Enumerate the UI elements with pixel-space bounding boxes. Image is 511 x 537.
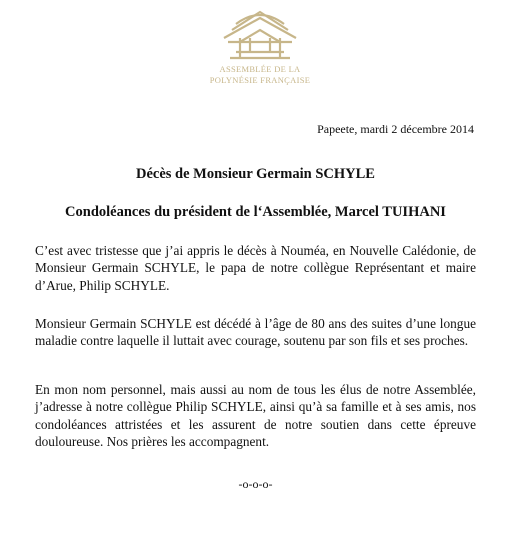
document-date: Papeete, mardi 2 décembre 2014 [317, 122, 474, 136]
document-subtitle: Condoléances du président de l‘Assemblée, Marcel TUIHANI [65, 204, 446, 220]
assembly-roof-icon [210, 8, 310, 64]
paragraph-1: C’est avec tristesse que j’ai appris le décès à Nouméa, en Nouvelle Calédonie, de Monsieur Germain SCHYLE, le papa de notre collègue Représentant et maire d’Arue, Philip SCHYLE. [35, 243, 476, 293]
assembly-logo [205, 8, 315, 88]
logo-line-1: ASSEMBLÉE DE LA [219, 64, 301, 74]
paragraph-2: Monsieur Germain SCHYLE est décédé à l’âge de 80 ans des suites d’une longue maladie contre laquelle il luttait avec courage, soutenu par son fils et ses proches. [35, 316, 476, 349]
paragraph-3: En mon nom personnel, mais aussi au nom de tous les élus de notre Assemblée, j’adresse à notre collègue Philip SCHYLE, ainsi qu’à sa famille et à ses amis, nos condoléances attristées et les assurent de notre soutien dans cette épreuve douloureuse. Nos prières les accompagnent. [35, 382, 476, 449]
logo-text [205, 64, 315, 86]
separator: -o-o-o- [238, 477, 273, 491]
document-title: Décès de Monsieur Germain SCHYLE [136, 166, 375, 182]
logo-line-2: POLYNÉSIE FRANÇAISE [209, 75, 311, 85]
